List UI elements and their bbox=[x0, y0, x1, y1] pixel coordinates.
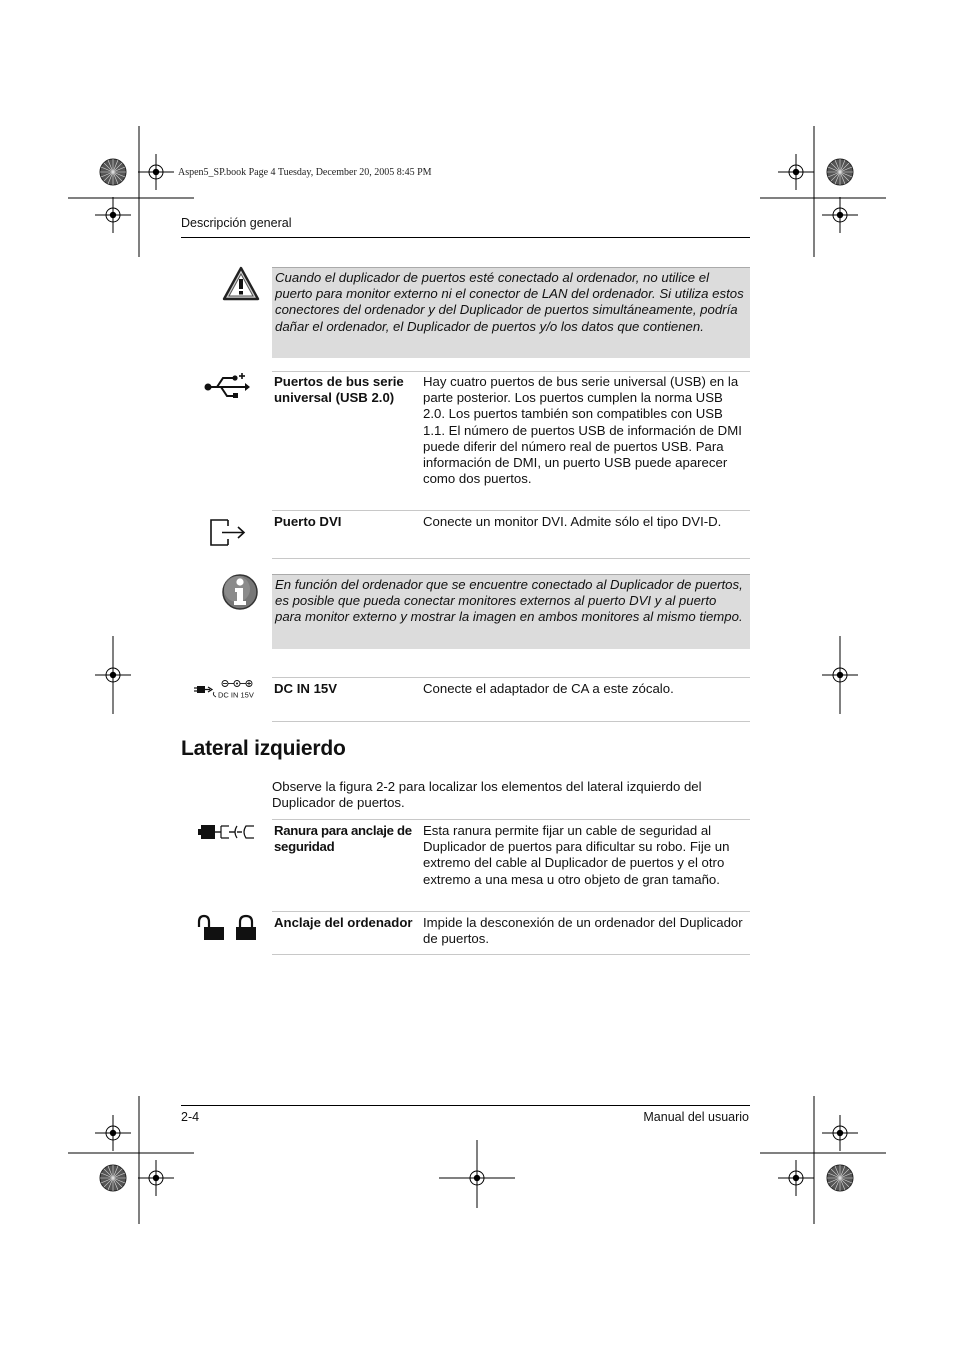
page-number: 2-4 bbox=[181, 1110, 200, 1124]
locked-padlock-icon bbox=[236, 916, 256, 940]
dc-in-icon-label: DC IN 15V bbox=[218, 690, 254, 700]
dvi-port-icon bbox=[208, 518, 248, 548]
term-security-slot: Ranura para anclaje de seguridad bbox=[274, 823, 412, 855]
desc-dc-in: Conecte el adaptador de CA a este zócalo. bbox=[423, 681, 674, 696]
footer-rule bbox=[181, 1105, 750, 1106]
security-lock-slot-icon bbox=[197, 822, 257, 842]
manual-title: Manual del usuario bbox=[643, 1110, 749, 1124]
term-dc-in: DC IN 15V bbox=[274, 681, 338, 696]
table-row-divider bbox=[272, 721, 750, 722]
unlocked-padlock-icon bbox=[199, 916, 224, 940]
header-rule bbox=[181, 237, 750, 238]
table-row-divider bbox=[272, 911, 750, 912]
warning-icon bbox=[221, 265, 261, 303]
desc-computer-lock: Impide la desconexión de un ordenador del Duplicador de puertos. bbox=[423, 915, 743, 947]
info-icon bbox=[221, 573, 259, 611]
term-usb: Puertos de bus serie universal (USB 2.0) bbox=[274, 374, 404, 406]
table-row-divider bbox=[272, 677, 750, 678]
dc-in-icon bbox=[194, 679, 260, 701]
section-intro: Observe la figura 2-2 para localizar los elementos del lateral izquierdo del Duplicador de puertos. bbox=[272, 779, 702, 811]
desc-security-slot: Esta ranura permite fijar un cable de seguridad al Duplicador de puertos para dificultar su robo. Fije un extremo del cable al Duplicador de puertos y el otro extremo a una mesa u otro objeto de gran tamaño. bbox=[423, 823, 730, 887]
table-row-divider bbox=[272, 954, 750, 955]
desc-usb: Hay cuatro puertos de bus serie universal (USB) en la parte posterior. Los puertos cumplen la norma USB 2.0. Los puertos también son compatibles con USB 1.1. El número de puertos USB de información de DMI puede diferir del número real de puertos USB. Para información de DMI, un puerto USB puede aparecer como dos puertos. bbox=[423, 374, 742, 487]
term-computer-lock: Anclaje del ordenador bbox=[274, 915, 413, 930]
print-slug: Aspen5_SP.book Page 4 Tuesday, December 20, 2005 8:45 PM bbox=[178, 167, 432, 178]
info-note: En función del ordenador que se encuentre conectado al Duplicador de puertos, es posible que pueda conectar monitores externos al puerto DVI y al puerto para monitor externo y mostrar la imagen en ambos monitores al mismo tiempo. bbox=[272, 574, 750, 649]
table-row-divider bbox=[272, 371, 750, 372]
running-head: Descripción general bbox=[181, 216, 292, 230]
term-dvi: Puerto DVI bbox=[274, 514, 342, 529]
table-row-divider bbox=[272, 510, 750, 511]
warning-note: Cuando el duplicador de puertos esté conectado al ordenador, no utilice el puerto para monitor externo ni el conector de LAN del ordenador. Si utiliza estos conectores del ordenador y del Duplicador de puertos simultáneamente, podría dañar el ordenador, el Duplicador de puertos y/o los datos que contienen. bbox=[272, 267, 750, 358]
usb-icon bbox=[203, 373, 251, 401]
table-row-divider bbox=[272, 558, 750, 559]
computer-lock-icon bbox=[196, 914, 260, 942]
table-row-divider bbox=[272, 819, 750, 820]
desc-dvi: Conecte un monitor DVI. Admite sólo el tipo DVI-D. bbox=[423, 514, 722, 529]
section-title: Lateral izquierdo bbox=[181, 737, 346, 760]
